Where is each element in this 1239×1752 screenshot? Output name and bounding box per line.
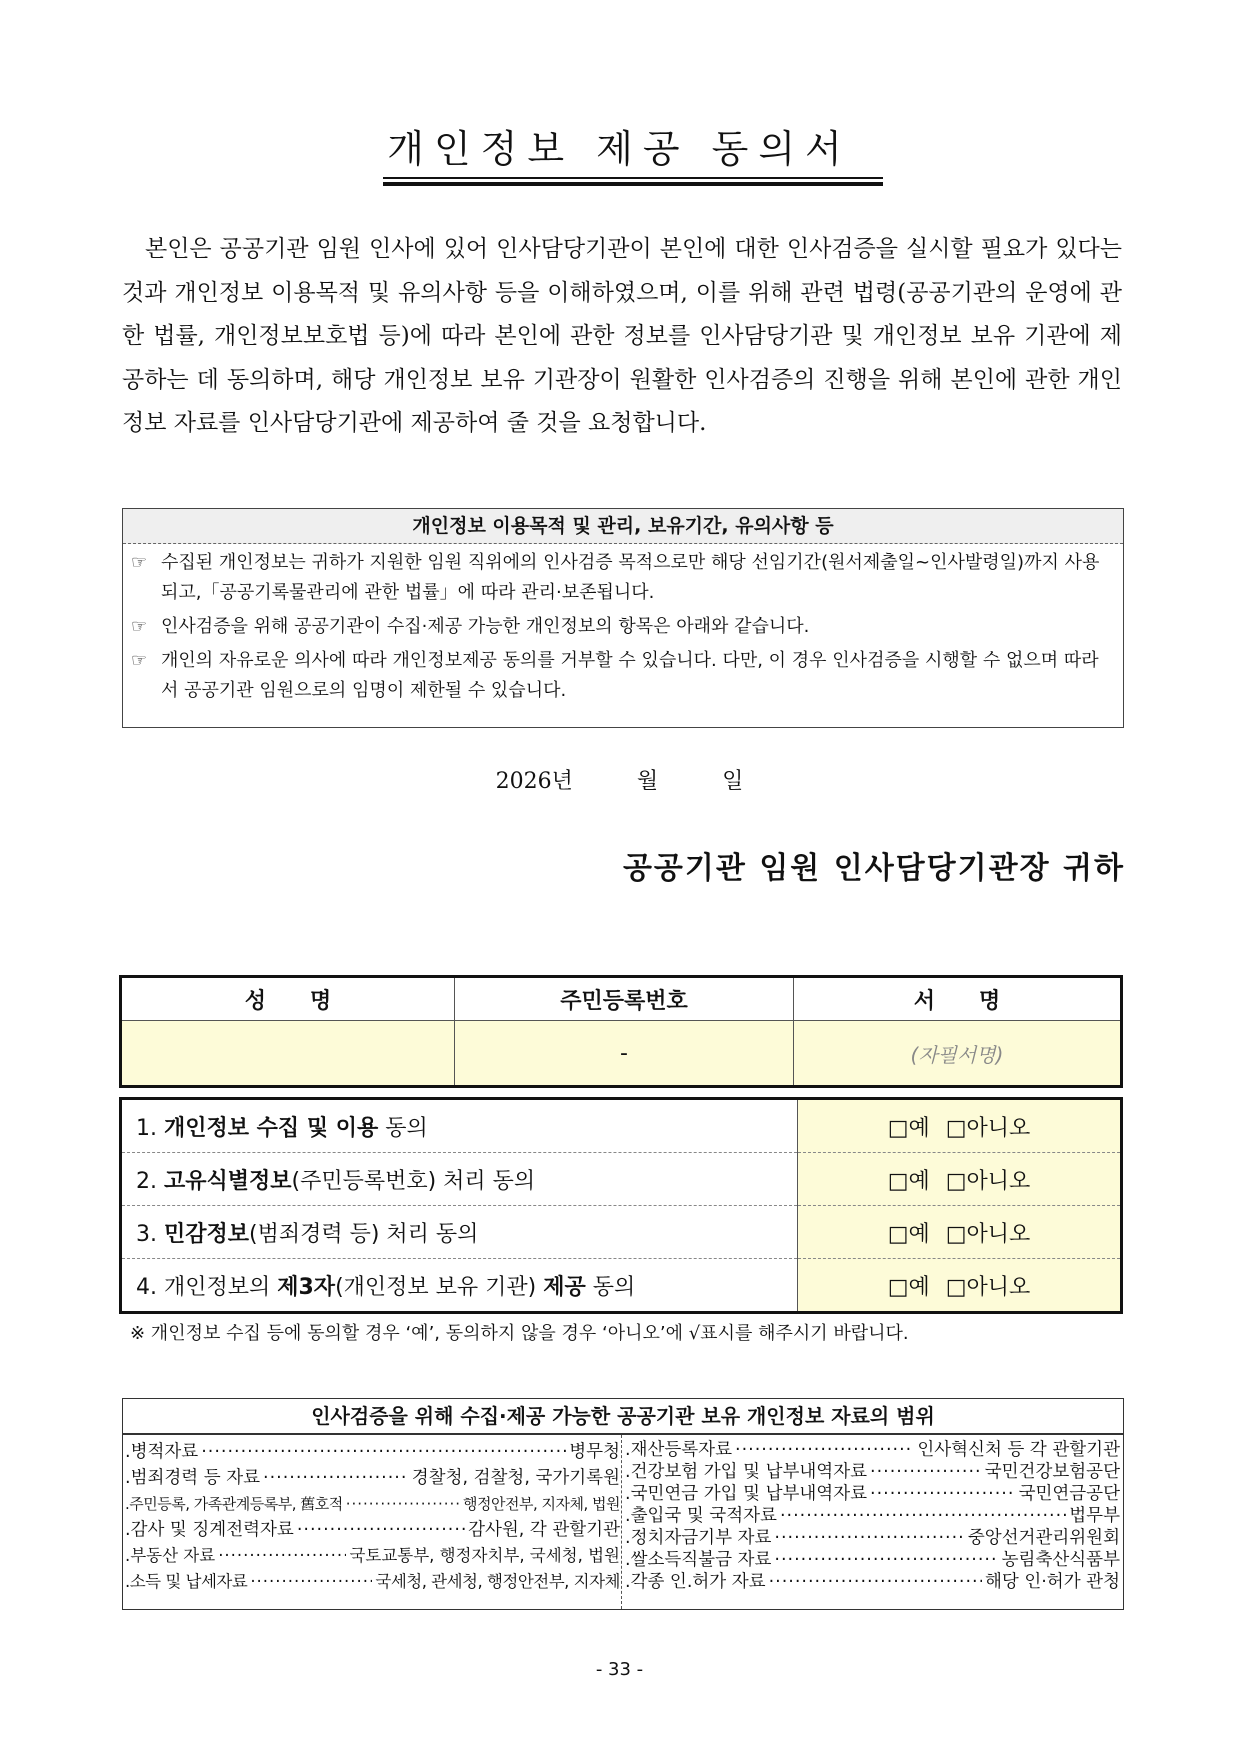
yes-checkbox[interactable]: □예 [887, 1168, 930, 1194]
notice-text: 수집된 개인정보는 귀하가 지원한 임원 직위에의 인사검증 목적으로만 해당 선임기간(원서제출일~인사발령일)까지 사용되고,「공공기록물관리에 관한 법률」에 따라 관리·보존됩니다. [161, 552, 1100, 603]
footnote: ※ 개인정보 수집 등에 동의할 경우 ‘예’, 동의하지 않을 경우 ‘아니오’에 √표시를 해주시기 바랍니다. [130, 1323, 909, 1344]
name-field[interactable] [121, 1021, 455, 1087]
pointing-hand-icon: ☞ [131, 616, 148, 637]
list-item: .부동산 자료 ····· 국토교통부, 행정자치부, 국세청, 법원 [125, 1543, 620, 1569]
list-item: .병적자료 ····· 병무청 [125, 1439, 620, 1465]
no-checkbox[interactable]: □아니오 [945, 1221, 1031, 1247]
consent-answer [798, 1099, 1122, 1153]
notice-box [122, 508, 1124, 728]
notice-item [123, 646, 1123, 706]
page-number: - 33 - [595, 1659, 644, 1680]
signature-header: 서 명 [794, 977, 1122, 1021]
list-item: .국민연금 가입 및 납부내역자료 ····· 국민연금공단 [625, 1483, 1120, 1505]
list-item: .주민등록, 가족관계등록부, 舊호적 ····· 행정안전부, 지자체, 법원 [125, 1491, 620, 1517]
range-right-column [625, 1439, 1120, 1609]
list-item: .건강보험 가입 및 납부내역자료 ····· 국민건강보험공단 [625, 1461, 1120, 1483]
consent-row [121, 1099, 1122, 1153]
rrn-header: 주민등록번호 [455, 977, 794, 1021]
title-underline-thick [383, 182, 883, 186]
signature-hint: (자필서명) [910, 1042, 1004, 1067]
consent-question: 3. 민감정보(범죄경력 등) 처리 동의 [121, 1206, 798, 1259]
consent-question: 1. 개인정보 수집 및 이용 동의 [121, 1099, 798, 1153]
date-year: 2026년 [495, 769, 573, 794]
yes-checkbox[interactable]: □예 [887, 1115, 930, 1141]
range-heading: 인사검증을 위해 수집·제공 가능한 공공기관 보유 개인정보 자료의 범위 [123, 1399, 1123, 1435]
document-title: 개인정보 제공 동의서 [387, 127, 852, 171]
pointing-hand-icon: ☞ [131, 650, 148, 671]
list-item: .감사 및 징계전력자료 ····· 감사원, 각 관할기관 [125, 1517, 620, 1543]
title-underline [383, 177, 883, 179]
notice-text: 인사검증을 위해 공공기관이 수집·제공 가능한 개인정보의 항목은 아래와 같습니다. [161, 616, 810, 637]
consent-row [121, 1153, 1122, 1206]
consent-row [121, 1259, 1122, 1313]
notice-item [123, 612, 1123, 642]
consent-answer [798, 1153, 1122, 1206]
list-item: .쌀소득직불금 자료 ····· 농림축산식품부 [625, 1549, 1120, 1571]
consent-table [119, 1097, 1123, 1314]
addressee: 공공기관 임원 인사담당기관장 귀하 [622, 851, 1125, 886]
date-month: 월 [636, 769, 659, 794]
list-item: .출입국 및 국적자료 ····· 법무부 [625, 1505, 1120, 1527]
list-item: .범죄경력 등 자료 ····· 경찰청, 검찰청, 국가기록원 [125, 1465, 620, 1491]
notice-text: 개인의 자유로운 의사에 따라 개인정보제공 동의를 거부할 수 있습니다. 다만, 이 경우 인사검증을 시행할 수 없으며 따라서 공공기관 임원으로의 임명이 제한될 수 있습니다. [161, 650, 1099, 701]
signature-table [119, 975, 1123, 1088]
date-day: 일 [722, 769, 744, 794]
consent-question: 2. 고유식별정보(주민등록번호) 처리 동의 [121, 1153, 798, 1206]
intro-paragraph: 본인은 공공기관 임원 인사에 있어 인사담당기관이 본인에 대한 인사검증을 실시할 필요가 있다는 것과 개인정보 이용목적 및 유의사항 등을 이해하였으며, 이를 위해 관련 법령(공공기관의 운영에 관한 법률, 개인정보보호법 등)에 따라 본인에 관한 정보를 인사담당기관 및 개인정보 보유 기관에 제공하는 데 동의하며, 해당 개인정보 보유 기관장이 원활한 인사검증의 진행을 위해 본인에 관한 개인정보 자료를 인사담당기관에 제공하여 줄 것을 요청합니다. [122, 236, 1122, 437]
consent-question: 4. 개인정보의 제3자(개인정보 보유 기관) 제공 동의 [136, 1274, 636, 1300]
yes-checkbox[interactable]: □예 [887, 1221, 930, 1247]
consent-answer [798, 1206, 1122, 1259]
pointing-hand-icon: ☞ [131, 552, 148, 573]
no-checkbox[interactable]: □아니오 [945, 1274, 1031, 1300]
consent-row [121, 1206, 1122, 1259]
range-left-column [125, 1439, 620, 1609]
list-item: .재산등록자료 ····· 인사혁신처 등 각 관할기관 [625, 1439, 1120, 1461]
name-header: 성 명 [121, 977, 455, 1021]
signature-field[interactable] [794, 1021, 1122, 1087]
list-item: .정치자금기부 자료 ····· 중앙선거관리위원회 [625, 1527, 1120, 1549]
consent-answer [798, 1259, 1122, 1313]
yes-checkbox[interactable]: □예 [887, 1274, 930, 1300]
notice-heading: 개인정보 이용목적 및 관리, 보유기간, 유의사항 등 [123, 509, 1123, 544]
list-item: .각종 인.허가 자료 ····· 해당 인·허가 관청 [625, 1571, 1120, 1593]
date-line [0, 764, 1239, 795]
rrn-field[interactable]: - [455, 1021, 794, 1087]
column-divider [621, 1435, 622, 1609]
notice-item [123, 548, 1123, 608]
list-item: .소득 및 납세자료 ····· 국세청, 관세청, 행정안전부, 지자체 [125, 1569, 620, 1595]
data-range-box [122, 1398, 1124, 1610]
no-checkbox[interactable]: □아니오 [945, 1115, 1031, 1141]
no-checkbox[interactable]: □아니오 [945, 1168, 1031, 1194]
